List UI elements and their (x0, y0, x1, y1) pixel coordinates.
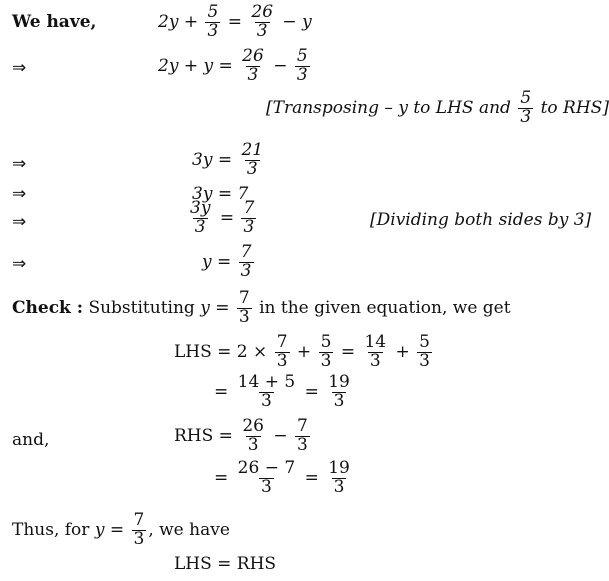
we-have-label: We have, (12, 12, 97, 32)
rhs-line-1: RHS = $\frac{26}{3}$ − $\frac{7}{3}$ (174, 416, 308, 455)
dividing-note: [Dividing both sides by 3] (370, 210, 592, 230)
thus-line: Thus, for y = $\frac{7}{3}$ , we have (12, 510, 230, 549)
check-label: Check : (12, 297, 84, 318)
and-label: and, (12, 430, 50, 450)
implies-symbol-3: ⇒ (12, 184, 27, 204)
equation-step-5: $\frac{3y}{3}$ = $\frac{7}{3}$ (190, 198, 255, 237)
equation-step-4: 3y = 7 (192, 184, 249, 204)
implies-symbol-5: ⇒ (12, 254, 27, 274)
implies-symbol-4: ⇒ (12, 212, 27, 232)
transposing-note: [Transposing – y to LHS and $\frac{5}{3}$ to RHS] (266, 88, 609, 127)
lhs-line-2: = $\frac{14 + 5}{3}$ = $\frac{19}{3}$ (214, 372, 350, 411)
equation-step-3: 3y = $\frac{21}{3}$ (192, 140, 264, 179)
equation-step-6: y = $\frac{7}{3}$ (202, 242, 252, 281)
check-line: Check : Substituting y = $\frac{7}{3}$ in the given equation, we get (12, 288, 511, 327)
implies-symbol-2: ⇒ (12, 154, 27, 174)
lhs-line-1: LHS = 2 × $\frac{7}{3}$ + $\frac{5}{3}$ = $\frac{14}{3}$ + $\frac{5}{3}$ (174, 332, 430, 371)
equation-step-2: 2y + y = $\frac{26}{3}$ − $\frac{5}{3}$ (158, 46, 308, 85)
lhs-equals-rhs: LHS = RHS (174, 554, 277, 574)
rhs-line-2: = $\frac{26 - 7}{3}$ = $\frac{19}{3}$ (214, 458, 350, 497)
equation-step-1: 2y + $\frac{5}{3}$ = $\frac{26}{3}$ − y (158, 2, 312, 41)
implies-symbol-1: ⇒ (12, 58, 27, 78)
